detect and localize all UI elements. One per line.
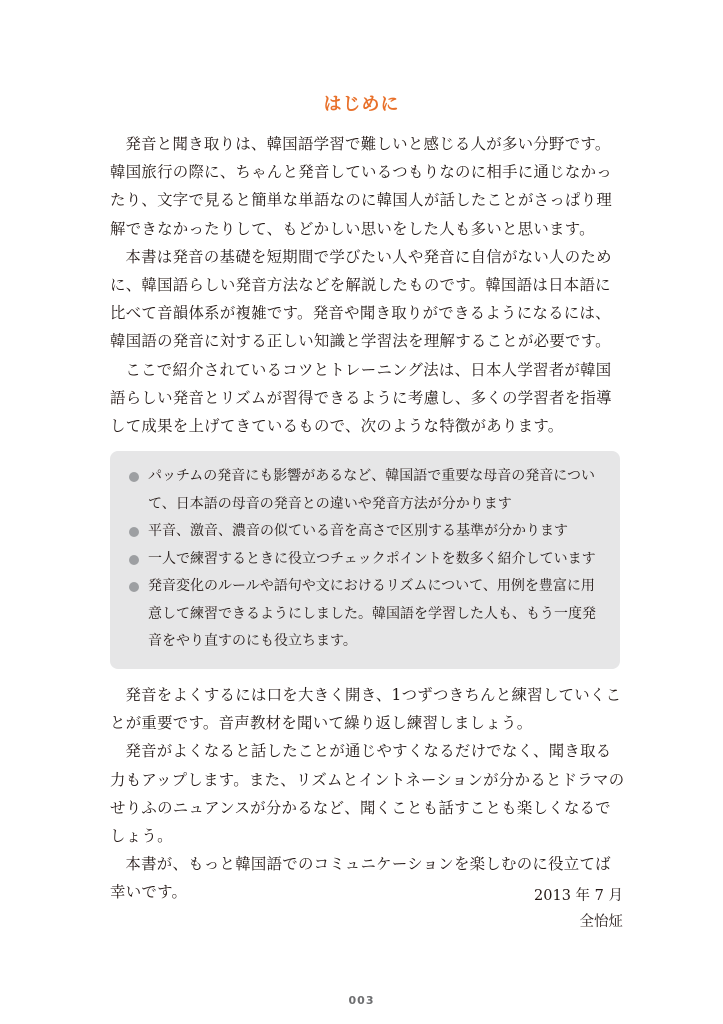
features-list [128, 463, 602, 656]
list-item [128, 518, 602, 546]
list-item [128, 546, 602, 574]
feature-text: 平音、激音、濃音の似ている音を高さで区別する基準が分かります [148, 523, 568, 539]
bullet-icon [129, 472, 139, 482]
page-title: はじめに [323, 94, 400, 115]
paragraph: 発音をよくするには口を大きく開き、1つずつきちんと練習していくことが重要です。音声教材を聞いて繰り返し練習しましょう。 [110, 686, 622, 733]
feature-text: パッチムの発音にも影響があるなど、韓国語で重要な母音の発音について、日本語の母音の発音との違いや発音方法が分かります [148, 468, 596, 512]
paragraph: 発音と聞き取りは、韓国語学習で難しいと感じる人が多い分野です。韓国旅行の際に、ちゃんと発音しているつもりなのに相手に通じなかったり、文字で見ると簡単な単語なのに韓国人が話したことがさっぱり理解できなかったりして、もどかしい思いをした人も多いと思います。 [110, 135, 613, 238]
intro-text [110, 130, 625, 440]
list-item [128, 573, 602, 656]
feature-text: 一人で練習するときに役立つチェックポイントを数多く紹介しています [148, 550, 596, 567]
paragraph: 本書は発音の基礎を短期間で学びたい人や発音に自信がない人のために、韓国語らしい発音方法などを解説したものです。韓国語は日本語に比べて音韻体系が複雑です。発音や聞き取りができるようになるには、韓国語の発音に対する正しい知識と学習法を理解することが必要です。 [110, 247, 612, 351]
feature-text: 発音変化のルールや語句や文におけるリズムについて、用例を豊富に用意して練習できるようにしました。韓国語を学習した人も、もう一度発音をやり直すのにも役立ちます。 [148, 578, 596, 649]
list-item [128, 463, 602, 518]
outro-text [110, 681, 625, 907]
paragraph: ここで紹介されているコツとトレーニング法は、日本人学習者が韓国語らしい発音とリズムが習得できるように考慮し、多くの学習者を指導して成果を上げてきているもので、次のような特徴があります。 [110, 360, 612, 436]
bullet-icon [129, 527, 139, 537]
bullet-icon [129, 582, 139, 592]
bullet-icon [129, 555, 139, 565]
author-name: 全怡炡 [579, 914, 623, 930]
features-box [110, 451, 620, 669]
date: 2013 年 7 月 [534, 888, 623, 904]
page-number: 003 [348, 994, 375, 1007]
paragraph: 発音がよくなると話したことが通じやすくなるだけでなく、聞き取る力もアップします。また、リズムとイントネーションが分かるとドラマのせりふのニュアンスが分かるなど、聞くことも話すことも楽しくなるでしょう。 [110, 742, 625, 846]
paragraph: 本書が、もっと韓国語でのコミュニケーションを楽しむのに役立てば幸いです。 [110, 855, 611, 902]
